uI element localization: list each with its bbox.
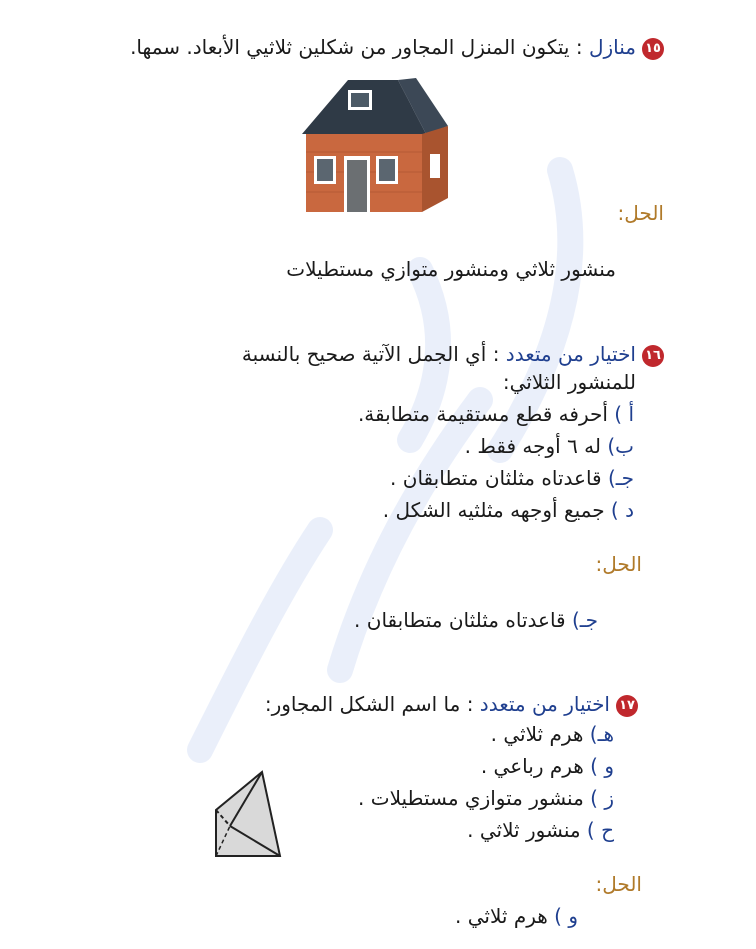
problem-17-heading	[265, 690, 638, 718]
option-text: منشور ثلاثي .	[467, 818, 581, 842]
option-letter: هـ)	[589, 722, 614, 746]
option-text: له ٦ أوجه فقط .	[464, 434, 601, 458]
problem-text-line2: للمنشور الثلاثي:	[502, 370, 636, 394]
list-item	[358, 784, 614, 812]
option-text: أحرفه قطع مستقيمة متطابقة.	[357, 402, 608, 426]
list-item	[491, 720, 614, 748]
problem-text: ما اسم الشكل المجاور:	[264, 692, 461, 716]
problem-category: اختيار من متعدد	[479, 692, 610, 716]
option-letter: د )	[610, 498, 634, 522]
option-letter: أ )	[614, 402, 634, 426]
solution-answer	[354, 606, 598, 634]
option-text: هرم ثلاثي .	[490, 722, 584, 746]
problem-separator: :	[575, 35, 583, 59]
option-letter: ب)	[607, 434, 634, 458]
solution-text: منشور ثلاثي ومنشور متوازي مستطيلات	[286, 257, 616, 281]
problem-16-heading	[242, 340, 664, 368]
problem-number-badge: ١٥	[642, 38, 664, 60]
solution-text: قاعدتاه مثلثان متطابقان .	[354, 608, 566, 632]
problem-text: أي الجمل الآتية صحيح بالنسبة	[241, 342, 487, 366]
option-text: هرم رباعي .	[480, 754, 584, 778]
option-letter: و )	[590, 754, 614, 778]
solution-label: الحل:	[595, 872, 642, 896]
option-text: منشور متوازي مستطيلات .	[358, 786, 584, 810]
solution-label: الحل:	[595, 552, 642, 576]
list-item	[383, 496, 634, 524]
solution-letter: جـ)	[571, 608, 598, 632]
option-text: قاعدتاه مثلثان متطابقان .	[390, 466, 602, 490]
problem-number-badge: ١٦	[642, 345, 664, 367]
option-letter: جـ)	[607, 466, 634, 490]
solution-label: الحل:	[617, 201, 664, 225]
list-item	[358, 400, 634, 428]
solution-letter: و )	[554, 904, 578, 928]
list-item	[390, 464, 634, 492]
problem-category: منازل	[588, 35, 636, 59]
problem-category: اختيار من متعدد	[505, 342, 636, 366]
list-item	[467, 816, 614, 844]
triangular-pyramid-figure	[210, 768, 286, 860]
list-item	[481, 752, 614, 780]
option-text: جميع أوجهه مثلثيه الشكل .	[382, 498, 605, 522]
problem-separator: :	[466, 692, 474, 716]
problem-15-heading	[130, 33, 664, 61]
problem-number-badge: ١٧	[616, 695, 638, 717]
option-letter: ز )	[590, 786, 614, 810]
solution-answer	[455, 902, 578, 930]
problem-separator: :	[492, 342, 500, 366]
solution-text: هرم ثلاثي .	[455, 904, 548, 928]
list-item	[465, 432, 634, 460]
problem-text: يتكون المنزل المجاور من شكلين ثلاثيي الأبعاد. سمها.	[130, 35, 570, 59]
house-image	[302, 72, 452, 214]
option-letter: ح )	[586, 818, 614, 842]
